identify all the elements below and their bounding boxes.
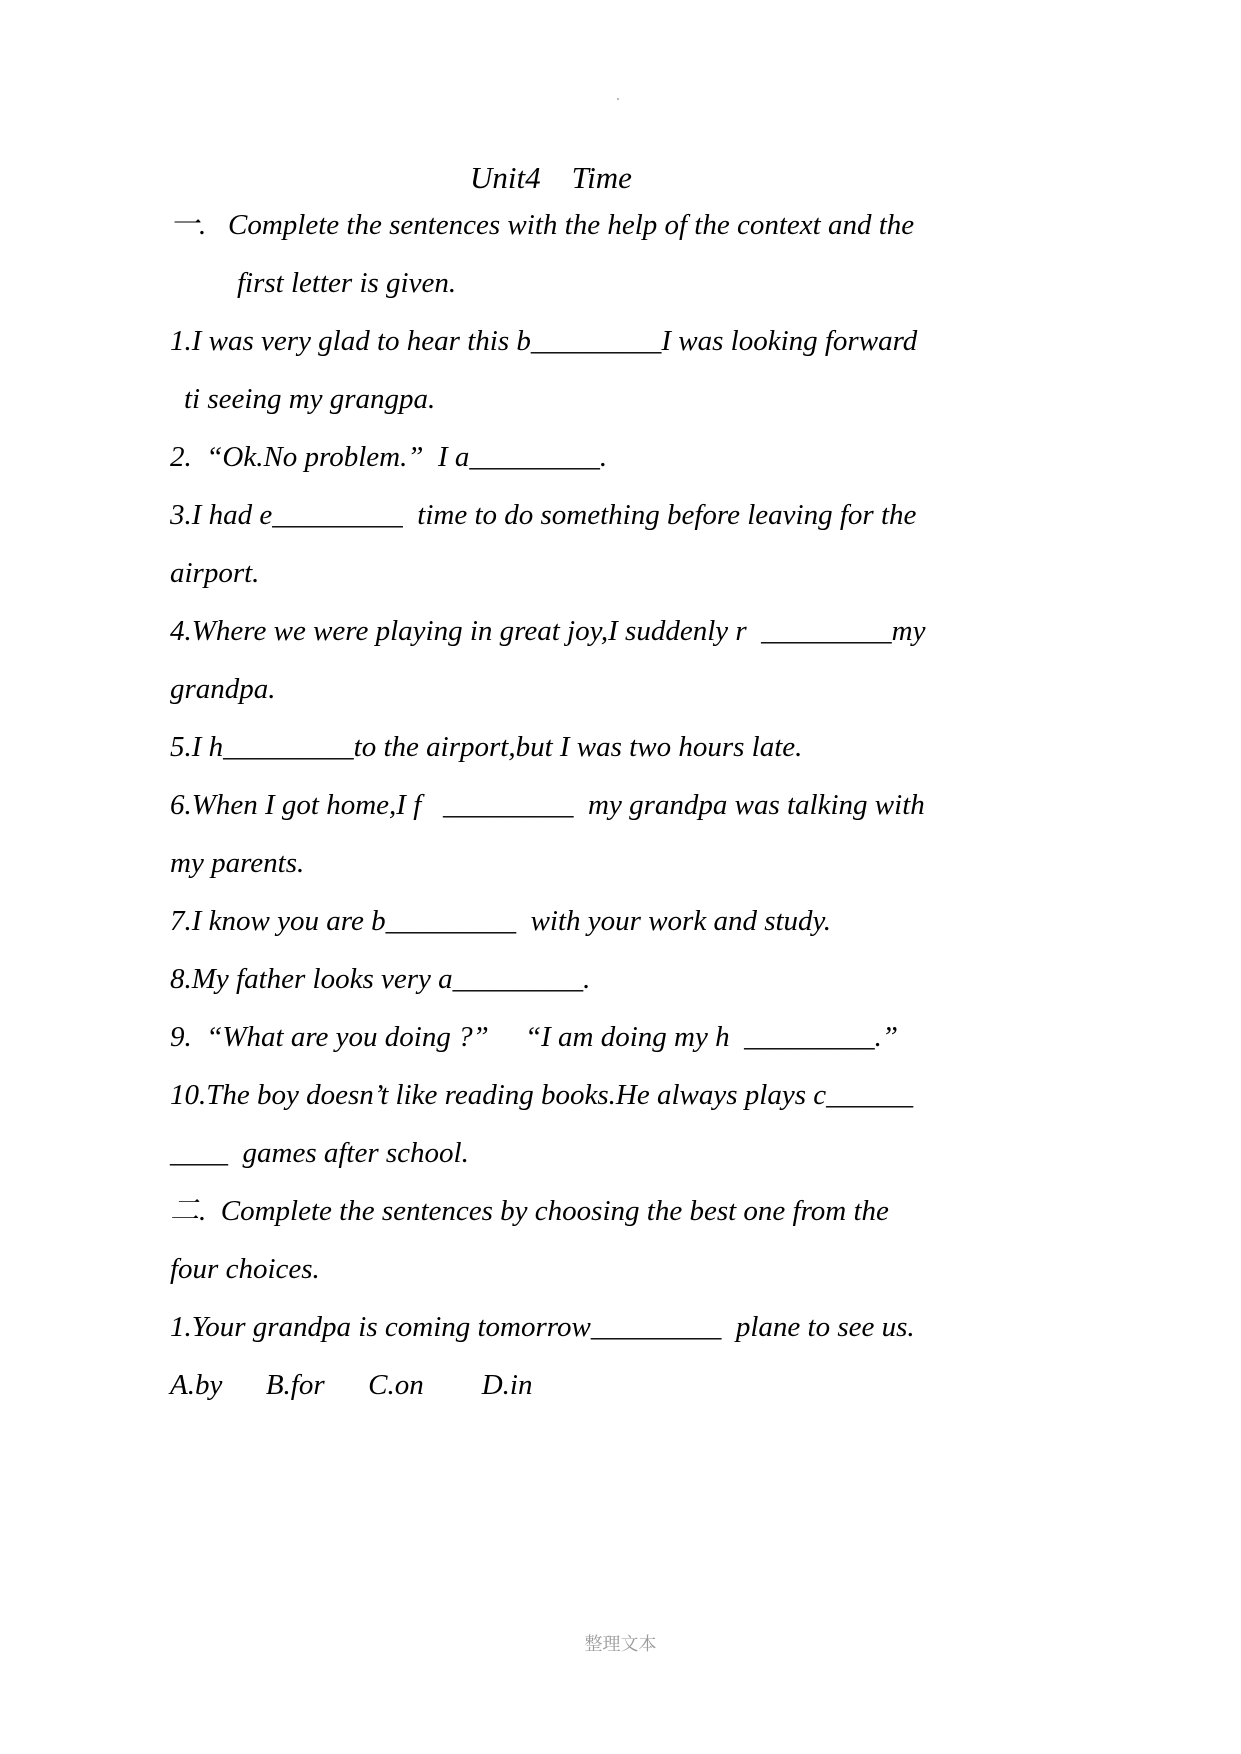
question-10: 10.The boy doesn’t like reading books.He always plays c______ (170, 1079, 914, 1111)
question-3: 3.I had e_________ time to do something before leaving for the (170, 499, 917, 531)
question-9: 9. “What are you doing ?” “I am doing my h _________.” (170, 1021, 898, 1053)
page-title: Unit4 Time (470, 160, 632, 195)
mc-question-1-options: A.by B.for C.on D.in (170, 1369, 533, 1401)
question-7: 7.I know you are b_________ with your work and study. (170, 905, 832, 937)
question-3-cont: airport. (170, 557, 260, 589)
section-2-heading: 二. Complete the sentences by choosing the best one from the (170, 1195, 889, 1227)
section-2-heading-cont: four choices. (170, 1253, 320, 1285)
section-1-heading: 一. Complete the sentences with the help of the context and the (170, 209, 915, 241)
question-8: 8.My father looks very a_________. (170, 963, 591, 995)
question-1-cont: ti seeing my grangpa. (184, 383, 436, 415)
question-4-cont: grandpa. (170, 673, 276, 705)
page-footer: 整理文本 (584, 1634, 657, 1655)
question-6: 6.When I got home,I f _________ my grandpa was talking with (170, 789, 925, 821)
question-2: 2. “Ok.No problem.” I a_________. (170, 441, 608, 473)
header-dot (617, 98, 619, 100)
question-10-cont: ____ games after school. (170, 1137, 469, 1169)
question-4: 4.Where we were playing in great joy,I suddenly r _________my (170, 615, 926, 647)
section-1-heading-cont: first letter is given. (237, 267, 457, 299)
question-1: 1.I was very glad to hear this b_________I was looking forward (170, 325, 918, 357)
mc-question-1: 1.Your grandpa is coming tomorrow_________ plane to see us. (170, 1311, 915, 1343)
question-6-cont: my parents. (170, 847, 305, 879)
question-5: 5.I h_________to the airport,but I was two hours late. (170, 731, 803, 763)
